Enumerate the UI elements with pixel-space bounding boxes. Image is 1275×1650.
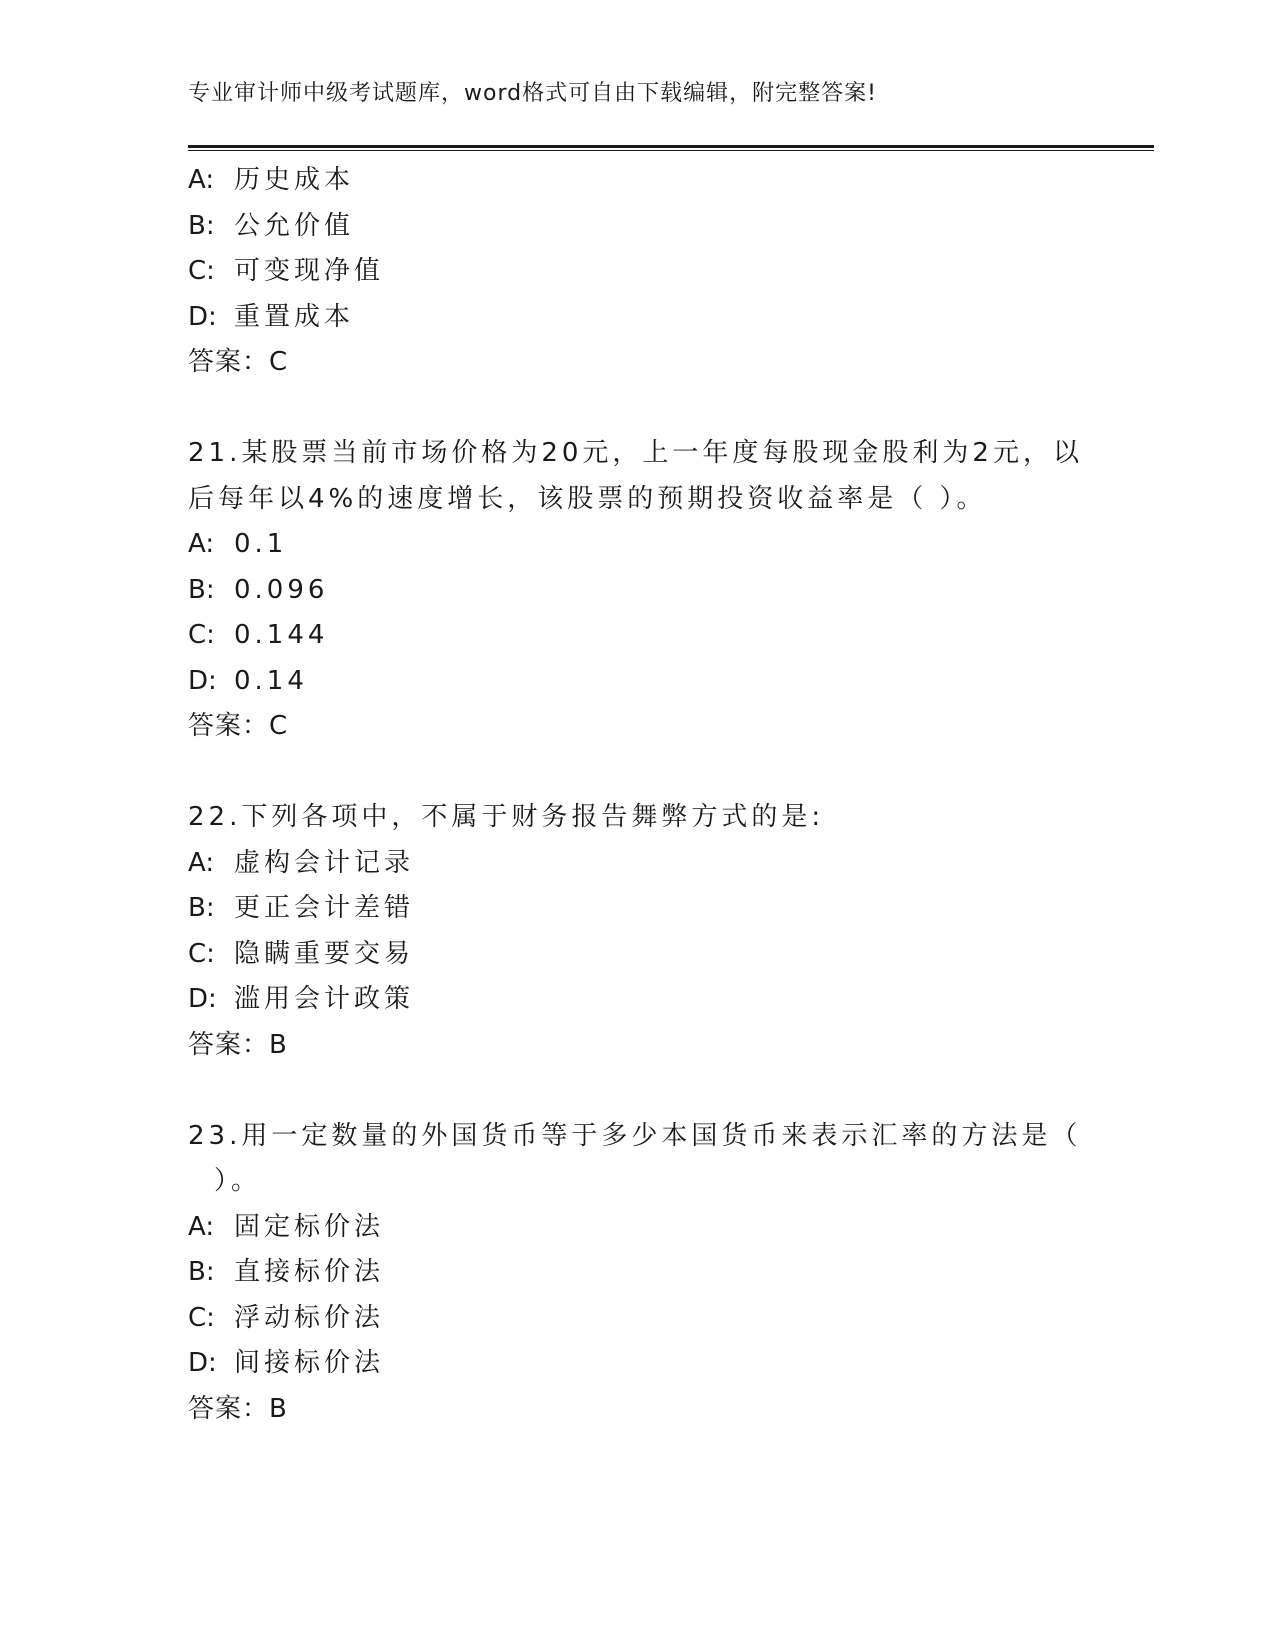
answer: 答案：C — [188, 347, 289, 377]
option-c: C: 可变现净值 — [188, 256, 385, 286]
header-divider-thick — [188, 145, 1154, 148]
option-d: D: 重置成本 — [188, 301, 355, 332]
answer: 答案：B — [188, 1029, 288, 1060]
question-23-stem-continued: ）。 — [214, 1166, 262, 1196]
question-23-stem: 23.用一定数量的外国货币等于多少本国货币来表示汇率的方法是（ — [188, 1120, 1082, 1151]
spacer — [188, 1068, 1068, 1114]
option-a: A: 虚构会计记录 — [188, 847, 415, 878]
option-b: B: 公允价值 — [188, 210, 355, 241]
header-divider-thin — [188, 150, 1154, 151]
option-a: A: 固定标价法 — [188, 1211, 385, 1242]
page-header: 专业审计师中级考试题库，word格式可自由下载编辑，附完整答案! — [188, 81, 877, 106]
option-d: D: 滥用会计政策 — [188, 984, 415, 1014]
spacer — [188, 386, 1068, 432]
question-content — [188, 158, 1083, 1432]
question-21-stem-continued: 后每年以4%的速度增长，该股票的预期投资收益率是（ ）。 — [188, 483, 987, 514]
option-b: B: 直接标价法 — [188, 1257, 385, 1287]
question-21-stem: 21.某股票当前市场价格为20元，上一年度每股现金股利为2元，以 — [188, 438, 1083, 468]
option-a: A: 0.1 — [188, 529, 288, 559]
option-d: D: 间接标价法 — [188, 1348, 385, 1378]
option-b: B: 0.096 — [188, 574, 329, 605]
option-c: C: 隐瞒重要交易 — [188, 938, 415, 969]
answer: 答案：C — [188, 711, 289, 741]
option-d: D: 0.14 — [188, 665, 308, 696]
question-22-stem: 22.下列各项中，不属于财务报告舞弊方式的是: — [188, 802, 825, 832]
option-a: A: 历史成本 — [188, 165, 355, 195]
option-b: B: 更正会计差错 — [188, 893, 415, 923]
option-c: C: 浮动标价法 — [188, 1302, 385, 1333]
spacer — [188, 750, 1068, 796]
option-c: C: 0.144 — [188, 620, 329, 650]
answer: 答案：B — [188, 1393, 288, 1424]
